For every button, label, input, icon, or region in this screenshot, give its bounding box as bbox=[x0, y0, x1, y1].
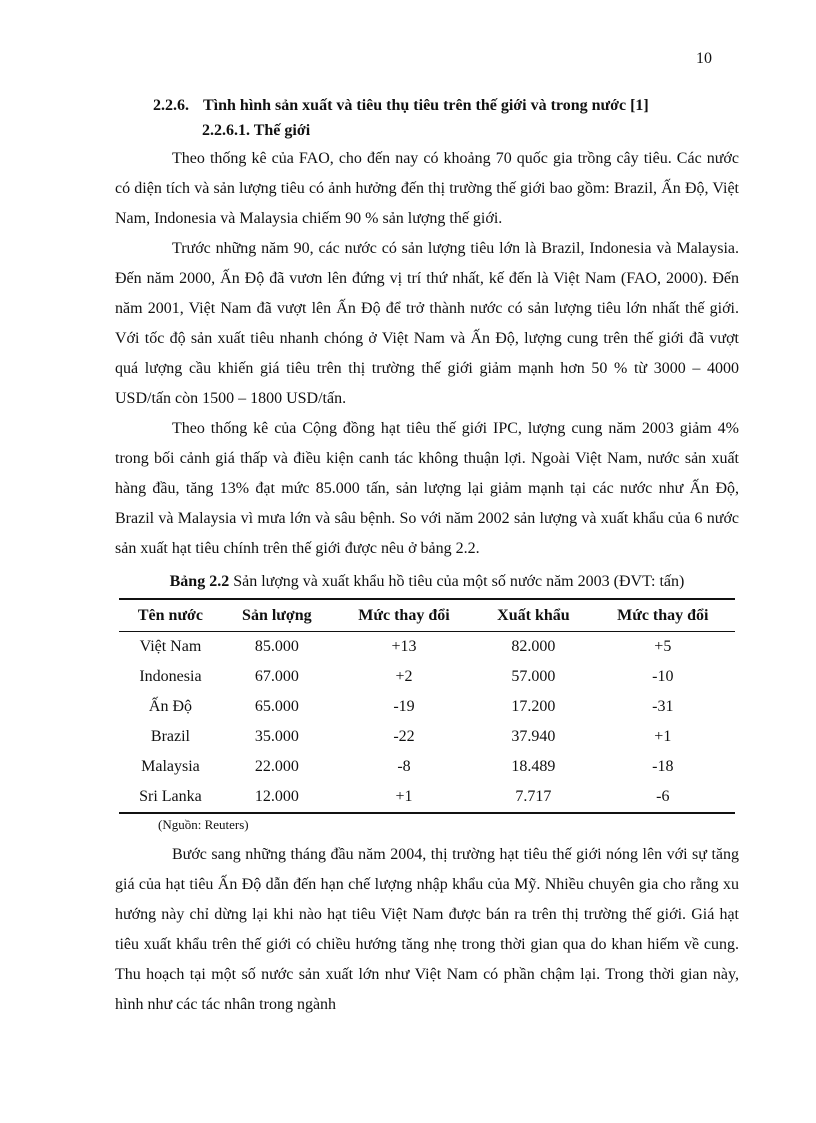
cell-production: 12.000 bbox=[222, 782, 332, 813]
cell-production-change: -19 bbox=[393, 698, 415, 715]
cell-export-change: -6 bbox=[591, 782, 735, 813]
section-number: 2.2.6. bbox=[153, 97, 189, 114]
cell-export-change: +5 bbox=[654, 638, 672, 655]
cell-production-change: +2 bbox=[395, 668, 413, 685]
table-row bbox=[119, 662, 735, 692]
paragraph: Theo thống kê của Cộng đồng hạt tiêu thế giới IPC, lượng cung năm 2003 giảm 4% trong bối cảnh giá thấp và điều kiện canh tác không thuận lợi. Ngoài Việt Nam, nước sản xuất hàng đầu, tăng 13% đạt mức 85.000 tấn, sản lượng lại giảm mạnh tại các nước như Ấn Độ, Brazil và Malaysia vì mưa lớn và sâu bệnh. So với năm 2002 sản lượng và xuất khẩu của 6 nước sản xuất hạt tiêu chính trên thế giới được nêu ở bảng 2.2. bbox=[115, 420, 739, 557]
header-export-change: Mức thay đổi bbox=[591, 599, 735, 632]
cell-country: Brazil bbox=[150, 728, 190, 745]
cell-export-change: +1 bbox=[654, 728, 672, 745]
cell-production: 67.000 bbox=[254, 668, 299, 685]
cell-export: 37.940 bbox=[511, 728, 556, 745]
section-title: Tình hình sản xuất và tiêu thụ tiêu trên thế giới và trong nước [1] bbox=[203, 97, 649, 114]
cell-country: Indonesia bbox=[139, 668, 202, 685]
subsection-heading: 2.2.6.1. Thế giới bbox=[202, 122, 311, 139]
table-caption-text: Sản lượng và xuất khẩu hồ tiêu của một số nước năm 2003 (ĐVT: tấn) bbox=[229, 573, 685, 590]
cell-export: 17.200 bbox=[511, 698, 556, 715]
cell-production-change: -22 bbox=[393, 728, 415, 745]
cell-production-change: -8 bbox=[397, 758, 411, 775]
cell-production: 35.000 bbox=[254, 728, 299, 745]
table-row bbox=[119, 752, 735, 782]
cell-country: Việt Nam bbox=[139, 638, 202, 655]
table-row bbox=[119, 782, 735, 813]
cell-export: 7.717 bbox=[476, 782, 590, 813]
cell-export-change: -10 bbox=[652, 668, 674, 685]
table-row bbox=[119, 632, 735, 663]
cell-export: 82.000 bbox=[511, 638, 556, 655]
cell-production: 85.000 bbox=[254, 638, 299, 655]
table-header-row bbox=[119, 599, 735, 632]
cell-country: Sri Lanka bbox=[119, 782, 222, 813]
header-production-change: Mức thay đổi bbox=[332, 599, 476, 632]
header-production: Sản lượng bbox=[222, 599, 332, 632]
table-row bbox=[119, 692, 735, 722]
cell-export-change: -18 bbox=[652, 758, 674, 775]
document-body bbox=[115, 94, 739, 1020]
cell-production: 22.000 bbox=[254, 758, 299, 775]
cell-country: Ấn Độ bbox=[148, 698, 192, 715]
section-heading bbox=[153, 94, 739, 118]
cell-export-change: -31 bbox=[652, 698, 674, 715]
paragraph: Bước sang những tháng đầu năm 2004, thị trường hạt tiêu thế giới nóng lên với sự tăng giá của hạt tiêu Ấn Độ dẫn đến hạn chế lượng nhập khẩu của Mỹ. Nhiều chuyên gia cho rằng xu hướng này chỉ dừng lại khi nào hạt tiêu Việt Nam được bán ra trên thị trường thế giới. Giá hạt tiêu xuất khẩu trên thế giới có chiều hướng tăng nhẹ trong thời gian qua do khan hiếm về cung. Thu hoạch tại một số nước sản xuất lớn như Việt Nam có phần chậm lại. Trong thời gian này, hình như các tác nhân trong ngành bbox=[115, 846, 739, 1013]
table-row bbox=[119, 722, 735, 752]
table-caption bbox=[115, 570, 739, 594]
cell-production: 65.000 bbox=[254, 698, 299, 715]
production-export-table bbox=[119, 598, 735, 814]
paragraph: Theo thống kê của FAO, cho đến nay có khoảng 70 quốc gia trồng cây tiêu. Các nước có diện tích và sản lượng tiêu có ảnh hưởng đến thị trường thế giới bao gồm: Brazil, Ấn Độ, Việt Nam, Indonesia và Malaysia chiếm 90 % sản lượng thế giới. bbox=[115, 150, 739, 227]
table-caption-label: Bảng 2.2 bbox=[169, 573, 230, 590]
header-country: Tên nước bbox=[119, 599, 222, 632]
page-number: 10 bbox=[696, 50, 712, 67]
cell-production-change: +13 bbox=[391, 638, 417, 655]
cell-export: 18.489 bbox=[511, 758, 556, 775]
header-export: Xuất khẩu bbox=[476, 599, 590, 632]
cell-production-change: +1 bbox=[332, 782, 476, 813]
cell-country: Malaysia bbox=[141, 758, 200, 775]
cell-export: 57.000 bbox=[511, 668, 556, 685]
paragraph: Trước những năm 90, các nước có sản lượng tiêu lớn là Brazil, Indonesia và Malaysia. Đến năm 2000, Ấn Độ đã vươn lên đứng vị trí thứ nhất, kế đến là Việt Nam (FAO, 2000). Đến năm 2001, Việt Nam đã vượt lên Ấn Độ để trở thành nước có sản lượng tiêu lớn nhất thế giới. Với tốc độ sản xuất tiêu nhanh chóng ở Việt Nam và Ấn Độ, lượng cung trên thế giới đã vượt quá lượng cầu khiến giá tiêu trên thị trường thế giới giảm mạnh hơn 50 % từ 3000 – 4000 USD/tấn còn 1500 – 1800 USD/tấn. bbox=[115, 240, 739, 407]
table-source: (Nguồn: Reuters) bbox=[158, 817, 249, 832]
